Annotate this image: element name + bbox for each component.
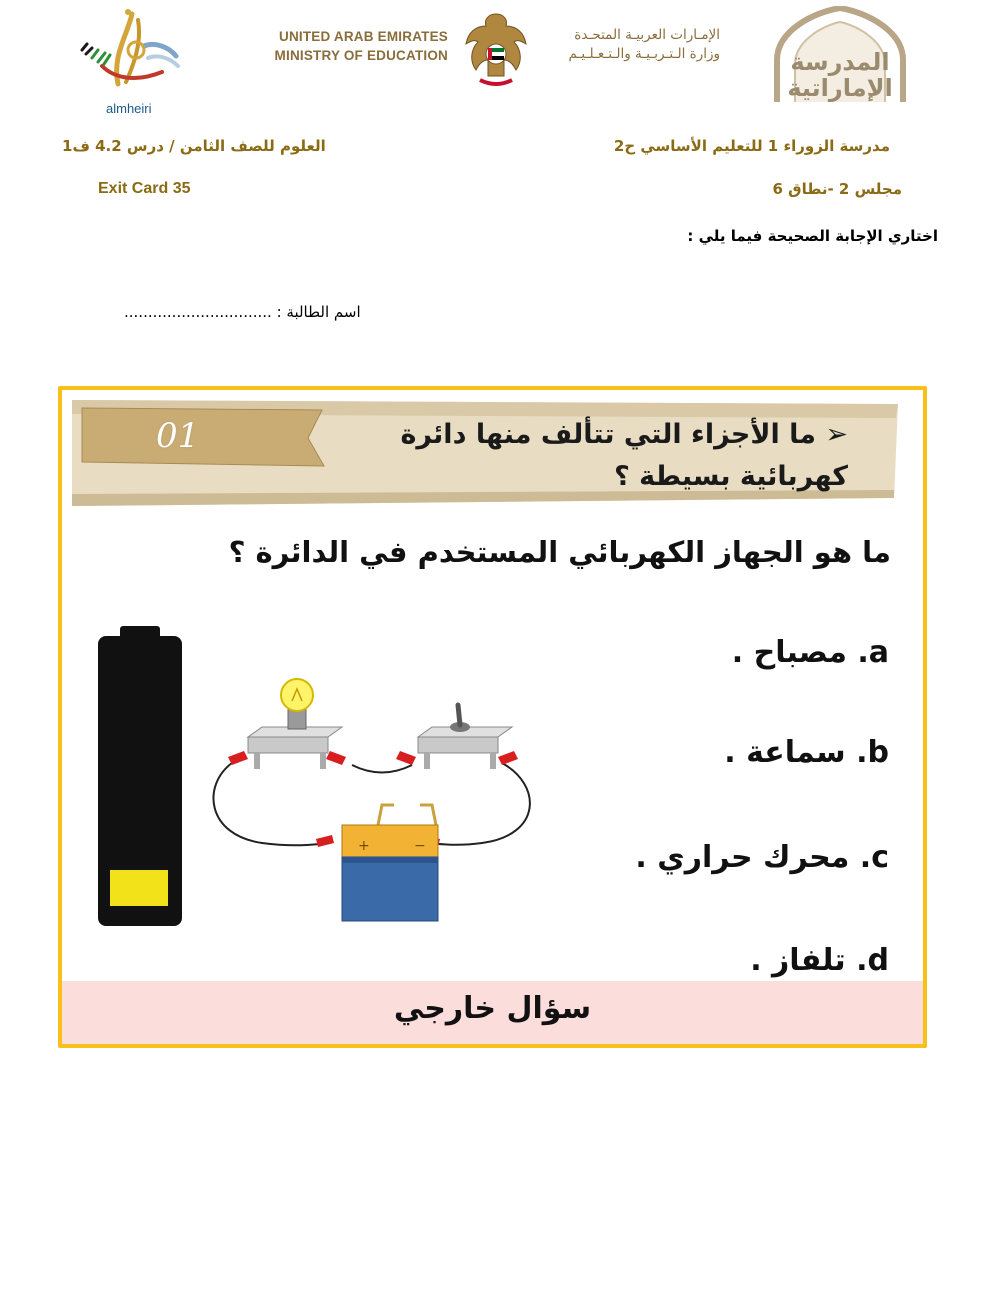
footer-text: سؤال خارجي <box>393 991 592 1026</box>
subject-line: العلوم للصف الثامن / درس 4.2 ف1 <box>62 137 326 155</box>
ministry-english <box>250 27 448 65</box>
uae-emblem-icon <box>462 10 530 88</box>
question-card <box>58 386 927 1048</box>
almheiri-logo <box>72 6 192 118</box>
exit-card-label: Exit Card 35 <box>98 180 191 197</box>
emirati-school-logo <box>755 6 925 106</box>
question-banner <box>72 398 898 506</box>
footer-bar <box>62 981 923 1044</box>
instruction-text: اختاري الإجابة الصحيحة فيما يلي : <box>687 227 938 245</box>
battery-minus-label: − <box>414 838 426 854</box>
ministry-arabic <box>538 26 720 64</box>
main-question: ما هو الجهاز الكهربائي المستخدم في الدائرة ؟ <box>228 535 891 569</box>
country-name-ar: الإمـارات العربيـة المتحـدة <box>574 27 720 43</box>
banner-question-text: ➢ ما الأجزاء التي تتألف منها دائرة كهربائية بسيطة ؟ <box>400 419 848 492</box>
school-name-line: مدرسة الزوراء 1 للتعليم الأساسي ح2 <box>613 137 890 155</box>
battery-icon <box>342 805 438 921</box>
option-b[interactable]: b. سماعة . <box>724 735 889 770</box>
country-name-en: UNITED ARAB EMIRATES <box>279 29 448 44</box>
school-logo-line2: الإماراتية <box>787 74 893 102</box>
student-name-field[interactable]: اسم الطالبة : ............................... <box>124 303 361 321</box>
switch-icon <box>418 705 512 769</box>
option-d[interactable]: d. تلفاز . <box>750 943 889 978</box>
almheiri-logo-text: almheiri <box>106 101 152 116</box>
battery-plus-label: + <box>358 838 370 854</box>
school-logo-line1: المدرسة <box>790 48 890 76</box>
circuit-illustration <box>202 675 552 945</box>
ministry-name-ar: وزارة الـتـربـيـة والـتـعـلـيـم <box>568 46 720 62</box>
question-number: 01 <box>156 416 200 456</box>
option-c[interactable]: c. محرك حراري . <box>635 840 889 875</box>
option-a[interactable]: a. مصباح . <box>731 635 889 670</box>
ministry-name-en: MINISTRY OF EDUCATION <box>274 48 448 63</box>
battery-level-icon <box>96 626 184 928</box>
council-line: مجلس 2 -نطاق 6 <box>772 180 902 198</box>
